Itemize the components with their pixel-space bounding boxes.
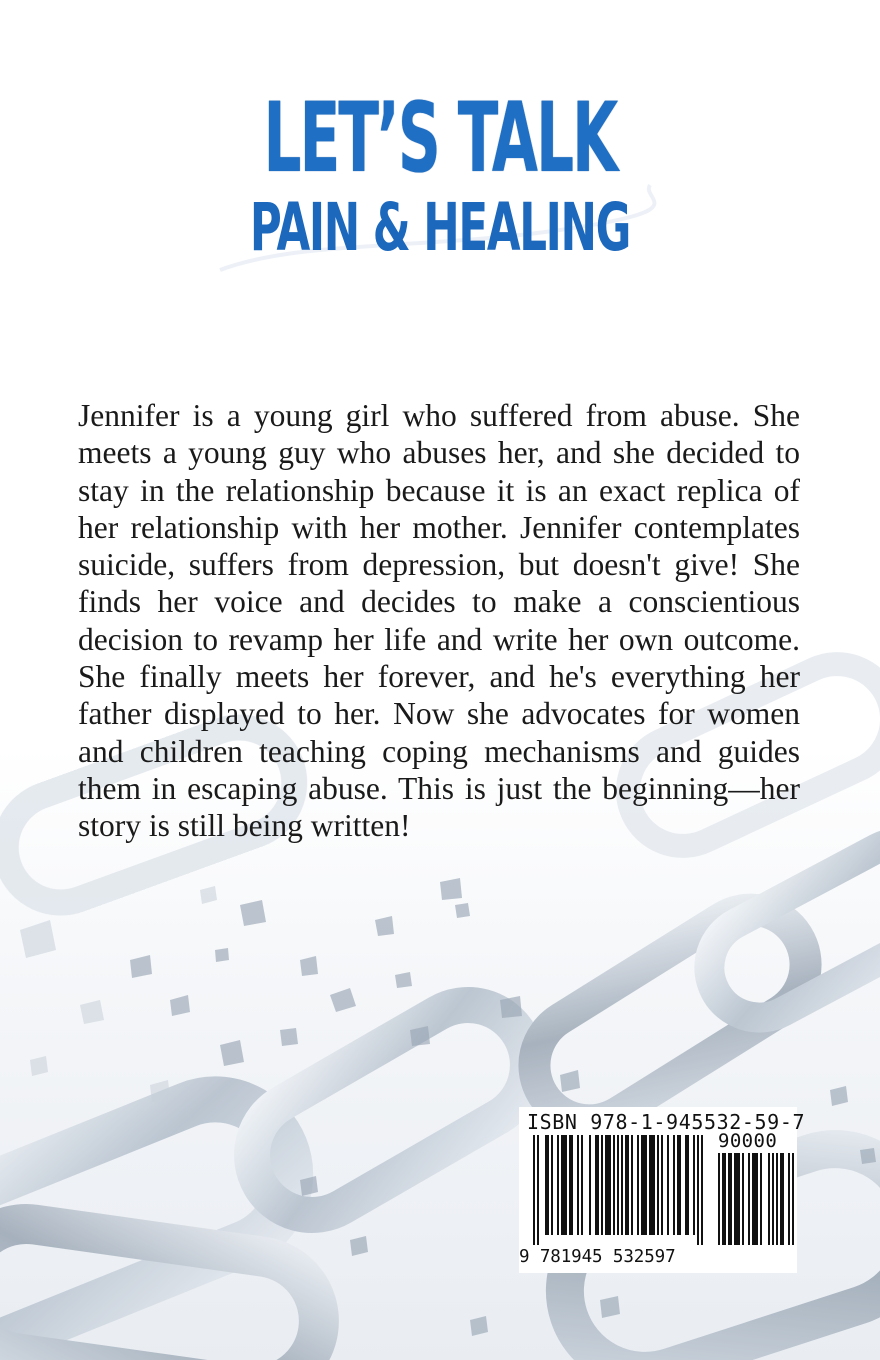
barcode-bar	[685, 1135, 689, 1235]
barcode-bar	[772, 1153, 774, 1245]
barcode-bar	[768, 1153, 770, 1245]
barcode-bar	[788, 1153, 790, 1245]
barcode-bar	[589, 1135, 591, 1235]
barcode-bar	[776, 1153, 778, 1245]
barcode-digits: 9 781945 532597	[519, 1247, 676, 1267]
barcode-bar	[551, 1135, 553, 1235]
barcode-bar	[577, 1135, 579, 1235]
barcode-bar	[780, 1153, 784, 1245]
barcode-bar	[637, 1135, 639, 1235]
barcode-bar	[605, 1135, 611, 1235]
barcode-bar	[533, 1135, 535, 1245]
price-code: 90000	[718, 1130, 778, 1152]
barcode-bar	[617, 1135, 619, 1235]
barcode-bar	[631, 1135, 633, 1235]
barcode-bar	[545, 1135, 549, 1235]
barcode-bar	[752, 1153, 758, 1245]
barcode-bar	[657, 1135, 659, 1235]
barcode-bar	[601, 1135, 603, 1235]
barcode-bar	[701, 1135, 703, 1245]
barcode-bar	[649, 1135, 655, 1235]
barcode-bar	[595, 1135, 599, 1235]
barcode-bar	[792, 1153, 794, 1245]
book-description: Jennifer is a young girl who suffered from abuse. She meets a young guy who abuses her, and she decided to stay in the relationship because it is an exact replica of her relationship with her mother. Jennifer contemplates suicide, suffers from depression, but doesn't give! She finds her voice and decides to make a conscientious decision to revamp her life and write her own outcome. She finally meets her forever, and he's everything her father displayed to her. Now she advocates for women and children teaching coping mechanisms and guides them in escaping abuse. This is just the beginning—her story is still being written!	[78, 398, 800, 844]
barcode-bar	[667, 1135, 669, 1235]
barcode-bar	[621, 1135, 623, 1235]
barcode-bar	[728, 1153, 732, 1245]
book-title	[0, 82, 880, 266]
barcode-bar	[742, 1153, 744, 1245]
barcode-bar	[613, 1135, 615, 1235]
barcode-bar	[722, 1153, 726, 1245]
title-line-lets-talk: LET’S TALK	[263, 82, 617, 194]
barcode-bar	[569, 1135, 573, 1235]
barcode-bar	[581, 1135, 583, 1235]
barcode-addon-bars	[718, 1153, 794, 1245]
barcode-bar	[661, 1135, 663, 1235]
barcode-bar	[697, 1135, 699, 1245]
title-line-pain-healing: PAIN & HEALING	[249, 189, 631, 266]
barcode-bar	[557, 1135, 559, 1235]
barcode-bar	[734, 1153, 740, 1245]
isbn-label: ISBN 978-1-945532-59-7	[527, 1110, 806, 1134]
barcode-bar	[718, 1153, 720, 1245]
barcode-bar	[561, 1135, 567, 1235]
barcode-bar	[760, 1153, 762, 1245]
barcode-bar	[625, 1135, 629, 1235]
barcode-bar	[748, 1153, 750, 1245]
barcode-bar	[677, 1135, 681, 1235]
barcode-bar	[537, 1135, 539, 1245]
barcode-bar	[641, 1135, 647, 1235]
isbn-barcode	[519, 1107, 806, 1273]
barcode-bar	[693, 1135, 695, 1235]
barcode-bar	[673, 1135, 675, 1235]
barcode-bars	[533, 1135, 715, 1249]
